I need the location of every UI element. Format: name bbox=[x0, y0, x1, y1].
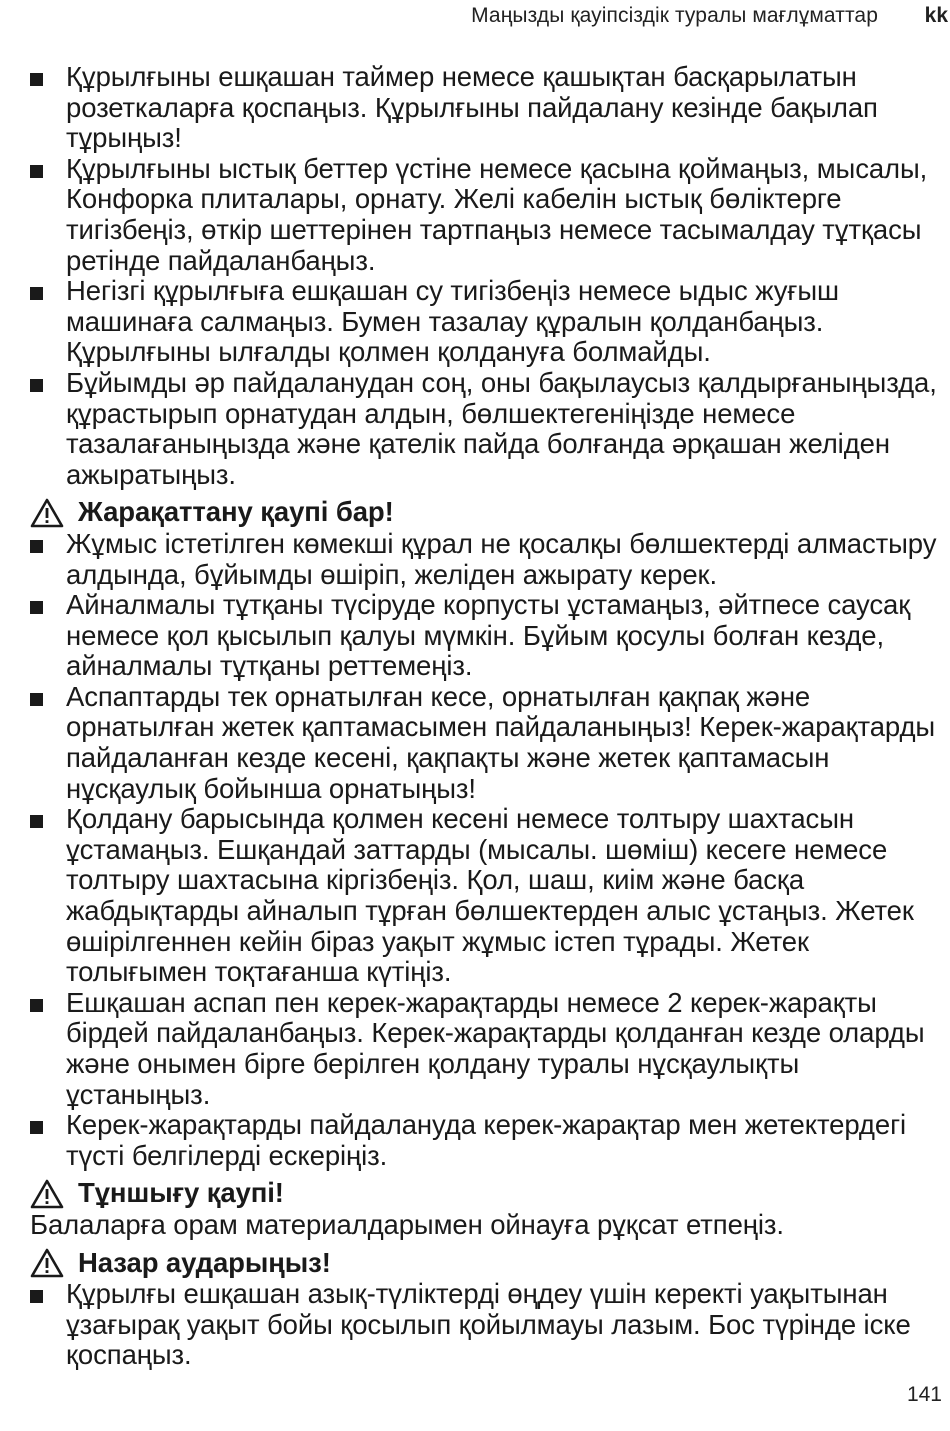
attention-warning-heading bbox=[30, 1248, 948, 1279]
list-item bbox=[30, 988, 948, 1110]
square-bullet-icon bbox=[30, 1290, 43, 1303]
square-bullet-icon bbox=[30, 287, 43, 300]
attention-heading-text: Назар аударыңыз! bbox=[78, 1246, 331, 1278]
suffocation-text: Балаларға орам материалдарымен ойнауға рұқсат етпеңіз. bbox=[30, 1208, 784, 1240]
suffocation-heading-text: Тұншығу қаупі! bbox=[78, 1177, 284, 1209]
document-body bbox=[30, 62, 948, 1371]
list-item bbox=[30, 1279, 948, 1371]
list-item bbox=[30, 62, 948, 154]
square-bullet-icon bbox=[30, 693, 43, 706]
list-item-text: Аспаптарды тек орнатылған кесе, орнатылған қақпақ және орнатылған жетек қаптамасымен пайдаланыңыз! Керек-жарақтарды пайдаланған кезде кесені, қақпақты және жетек қаптамасын нұсқаулық бойынша орнатыңыз! bbox=[66, 680, 936, 804]
header-title: Маңызды қауіпсіздік туралы мағлұматтар bbox=[471, 4, 878, 27]
list-item bbox=[30, 368, 948, 490]
square-bullet-icon bbox=[30, 815, 43, 828]
page-number: 141 bbox=[906, 1383, 942, 1406]
square-bullet-icon bbox=[30, 165, 43, 178]
square-bullet-icon bbox=[30, 601, 43, 614]
list-item bbox=[30, 1110, 948, 1171]
list-item-text: Негізгі құрылғыға ешқашан су тигізбеңіз немесе ыдыс жуғыш машинаға салмаңыз. Бумен тазалау құралын қолданбаңыз. Құрылғыны ылғалды қолмен қолдануға болмайды. bbox=[66, 275, 839, 368]
warning-triangle-icon bbox=[30, 498, 64, 528]
list-item-text: Ешқашан аспап пен керек-жарақтарды немесе 2 керек-жарақты бірдей пайдаланбаңыз. Керек-жарақтарды қолданған кезде оларды және онымен бірге берілген қолдану туралы нұсқаулықты ұстаныңыз. bbox=[66, 986, 925, 1110]
suffocation-warning-heading bbox=[30, 1178, 948, 1209]
list-item-text: Құрылғы ешқашан азық-түліктерді өңдеу үшін керекті уақытынан ұзағырақ уақыт бойы қосылып қойылмауы лазым. Бос түрінде іске қоспаңыз. bbox=[66, 1278, 911, 1371]
list-item bbox=[30, 590, 948, 682]
list-item-text: Керек-жарақтарды пайдалануда керек-жарақтар мен жетектердегі түсті белгілерді ескеріңіз. bbox=[66, 1109, 907, 1171]
square-bullet-icon bbox=[30, 540, 43, 553]
list-item-text: Құрылғыны ешқашан таймер немесе қашықтан басқарылатын розеткаларға қоспаңыз. Құрылғыны пайдалану кезінде бақылап тұрыңыз! bbox=[66, 61, 878, 154]
square-bullet-icon bbox=[30, 379, 43, 392]
square-bullet-icon bbox=[30, 73, 43, 86]
language-code: kk bbox=[924, 4, 948, 27]
list-item-text: Айналмалы тұтқаны түсіруде корпусты ұстамаңыз, әйтпесе саусақ немесе қол қысылып қалуы мүмкін. Бұйым қосулы болған кезде, айналмалы тұтқаны реттемеңіз. bbox=[66, 589, 911, 682]
injury-warning-heading bbox=[30, 497, 948, 528]
list-item bbox=[30, 154, 948, 276]
warning-triangle-icon bbox=[30, 1248, 64, 1278]
list-item bbox=[30, 682, 948, 804]
list-item-text: Жұмыс істетілген көмекші құрал не қосалқы бөлшектерді алмастыру алдында, бұйымды өшіріп, желіден ажырату керек. bbox=[66, 527, 937, 590]
list-item bbox=[30, 804, 948, 988]
list-item-text: Құрылғыны ыстық беттер үстіне немесе қасына қоймаңыз, мысалы, Конфорка плиталары, орнату. Желі кабелін ыстық бөліктерге тигізбеңіз, өткір шеттерінен тартпаңыз немесе тасымалдау тұтқасы ретінде пайдаланбаңыз. bbox=[66, 152, 928, 276]
injury-heading-text: Жарақаттану қаупі бар! bbox=[78, 496, 394, 528]
square-bullet-icon bbox=[30, 1121, 43, 1134]
warning-triangle-icon bbox=[30, 1179, 64, 1209]
list-item bbox=[30, 529, 948, 590]
list-item-text: Қолдану барысында қолмен кесені немесе толтыру шахтасын ұстамаңыз. Ешқандай заттарды (мысалы. шөміш) кесеге немесе толтыру шахтасына кіргізбеңіз. Қол, шаш, киім және басқа жабдықтарды айналып тұрған бөлшектерден алыс ұстаңыз. Жетек өшірілгеннен кейін біраз уақыт жұмыс істеп тұрады. Жетек толығымен тоқтағанша күтіңіз. bbox=[66, 803, 914, 988]
list-item-text: Бұйымды әр пайдаланудан соң, оны бақылаусыз қалдырғаныңызда, құрастырып орнатудан алдын, бөлшектегеніңізде немесе тазалағаныңызда және қателік пайда болғанда әрқашан желіден ажыратыңыз. bbox=[66, 366, 937, 490]
square-bullet-icon bbox=[30, 999, 43, 1012]
page-header bbox=[0, 4, 950, 30]
list-item bbox=[30, 276, 948, 368]
